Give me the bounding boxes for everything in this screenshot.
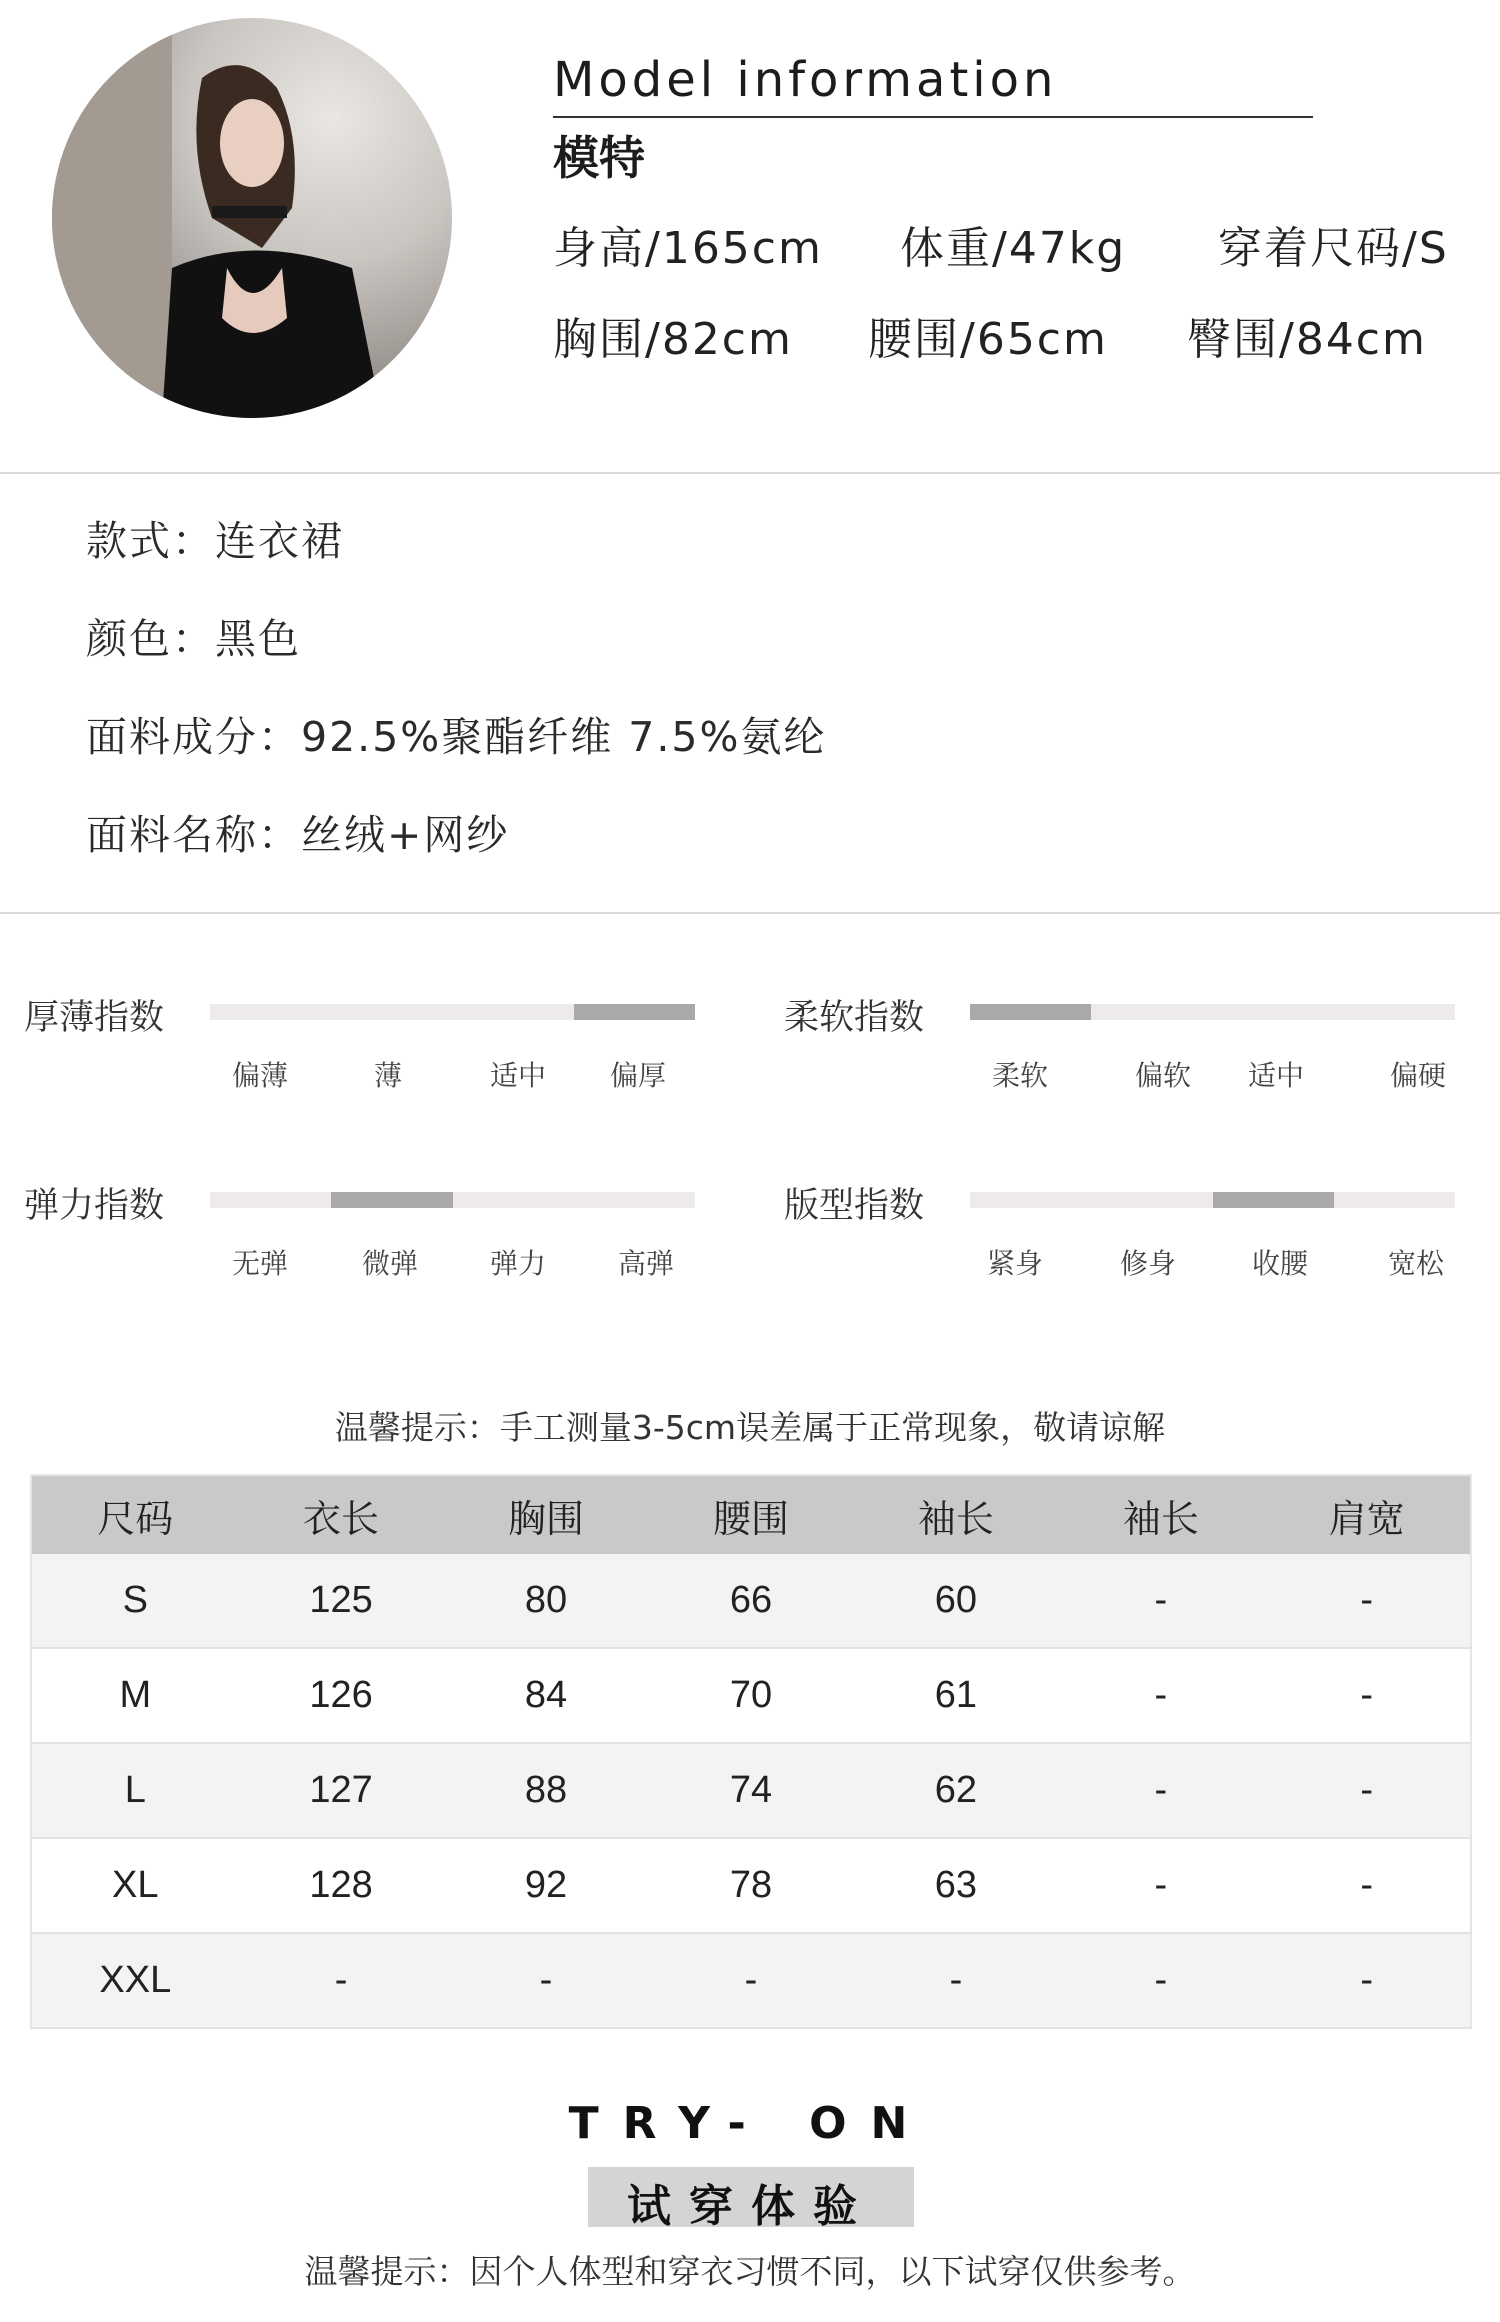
header-sleeve-2: 袖长: [1058, 1475, 1263, 1554]
header-length: 衣长: [239, 1475, 444, 1554]
model-subtitle: 模特: [553, 131, 645, 185]
table-cell: 88: [444, 1743, 649, 1838]
model-weight: 体重/47kg: [900, 223, 1127, 274]
header-shoulder: 肩宽: [1263, 1475, 1471, 1554]
title-underline: [553, 116, 1313, 118]
table-row: [31, 1554, 1471, 1648]
table-cell: -: [1263, 1648, 1471, 1743]
table-cell: 66: [648, 1554, 853, 1648]
spec-fabric-name: 面料名称：丝绒+网纱: [86, 811, 510, 859]
table-cell: 80: [444, 1554, 649, 1648]
model-size-worn: 穿着尺码/S: [1218, 223, 1449, 274]
table-cell: 60: [853, 1554, 1058, 1648]
header-bust: 胸围: [444, 1475, 649, 1554]
section-divider: [0, 912, 1500, 914]
elasticity-index-fill: [331, 1192, 452, 1208]
table-cell: -: [1263, 1743, 1471, 1838]
softness-option: 柔软: [991, 1059, 1048, 1092]
table-row: [31, 1838, 1471, 1933]
thickness-index-fill: [574, 1004, 695, 1020]
fit-index-label: 版型指数: [784, 1186, 925, 1226]
table-cell: 61: [853, 1648, 1058, 1743]
table-cell: -: [239, 1933, 444, 2028]
table-row: [31, 1648, 1471, 1743]
table-cell: -: [1263, 1933, 1471, 2028]
table-cell: -: [1263, 1838, 1471, 1933]
table-cell: XXL: [31, 1933, 239, 2028]
table-cell: 74: [648, 1743, 853, 1838]
thickness-index-bar: [210, 1004, 695, 1020]
fit-index-fill: [1213, 1192, 1334, 1208]
tryon-tip: 温馨提示：因个人体型和穿衣习惯不同，以下试穿仅供参考。: [304, 2252, 1196, 2291]
header-waist: 腰围: [648, 1475, 853, 1554]
table-cell: -: [1058, 1554, 1263, 1648]
table-cell: 63: [853, 1838, 1058, 1933]
size-table: [30, 1474, 1472, 2029]
elasticity-index-bar: [210, 1192, 695, 1208]
header-sleeve: 袖长: [853, 1475, 1058, 1554]
table-row: [31, 1743, 1471, 1838]
thickness-option: 偏厚: [609, 1059, 666, 1092]
table-cell: 84: [444, 1648, 649, 1743]
section-divider: [0, 472, 1500, 474]
thickness-index-label: 厚薄指数: [24, 998, 165, 1038]
table-cell: -: [1263, 1554, 1471, 1648]
model-photo: [52, 18, 452, 418]
table-cell: -: [444, 1933, 649, 2028]
table-cell: L: [31, 1743, 239, 1838]
table-header-row: [31, 1475, 1471, 1554]
fit-option: 宽松: [1387, 1247, 1444, 1280]
table-cell: 126: [239, 1648, 444, 1743]
table-cell: M: [31, 1648, 239, 1743]
elasticity-index-label: 弹力指数: [24, 1186, 165, 1226]
model-height: 身高/165cm: [553, 223, 823, 274]
table-cell: 62: [853, 1743, 1058, 1838]
elasticity-option: 高弹: [617, 1247, 674, 1280]
table-cell: -: [648, 1933, 853, 2028]
model-photo-illustration: [52, 18, 452, 418]
softness-index-fill: [970, 1004, 1091, 1020]
softness-option: 偏硬: [1389, 1059, 1446, 1092]
model-bust: 胸围/82cm: [553, 314, 793, 365]
spec-style: 款式：连衣裙: [86, 517, 344, 565]
table-row: [31, 1933, 1471, 2028]
table-cell: 92: [444, 1838, 649, 1933]
model-hip: 臀围/84cm: [1187, 314, 1427, 365]
spec-composition: 面料成分：92.5%聚酯纤维 7.5%氨纶: [86, 713, 827, 761]
table-cell: -: [853, 1933, 1058, 2028]
model-info-title: Model information: [553, 52, 1058, 108]
thickness-option: 适中: [489, 1059, 546, 1092]
fit-option: 紧身: [986, 1247, 1043, 1280]
elasticity-option: 微弹: [361, 1247, 418, 1280]
softness-index-bar: [970, 1004, 1455, 1020]
softness-index-label: 柔软指数: [784, 998, 925, 1038]
spec-color: 颜色：黑色: [86, 615, 301, 663]
table-cell: 127: [239, 1743, 444, 1838]
table-cell: -: [1058, 1648, 1263, 1743]
tryon-title-en: TRY- ON: [568, 2098, 932, 2149]
elasticity-option: 无弹: [231, 1247, 288, 1280]
table-cell: -: [1058, 1933, 1263, 2028]
tryon-title-cn: 试穿体验: [627, 2181, 875, 2232]
table-cell: 125: [239, 1554, 444, 1648]
table-cell: XL: [31, 1838, 239, 1933]
header-size: 尺码: [31, 1475, 239, 1554]
thickness-option: 偏薄: [231, 1059, 288, 1092]
softness-option: 偏软: [1134, 1059, 1191, 1092]
model-waist: 腰围/65cm: [868, 314, 1108, 365]
fit-option: 收腰: [1251, 1247, 1308, 1280]
table-cell: -: [1058, 1838, 1263, 1933]
table-cell: 78: [648, 1838, 853, 1933]
elasticity-option: 弹力: [489, 1247, 546, 1280]
table-cell: -: [1058, 1743, 1263, 1838]
table-cell: S: [31, 1554, 239, 1648]
table-cell: 70: [648, 1648, 853, 1743]
fit-index-bar: [970, 1192, 1455, 1208]
measurement-tip: 温馨提示：手工测量3-5cm误差属于正常现象，敬请谅解: [334, 1408, 1166, 1447]
fit-option: 修身: [1119, 1247, 1176, 1280]
thickness-option: 薄: [373, 1059, 402, 1092]
softness-option: 适中: [1247, 1059, 1304, 1092]
table-cell: 128: [239, 1838, 444, 1933]
